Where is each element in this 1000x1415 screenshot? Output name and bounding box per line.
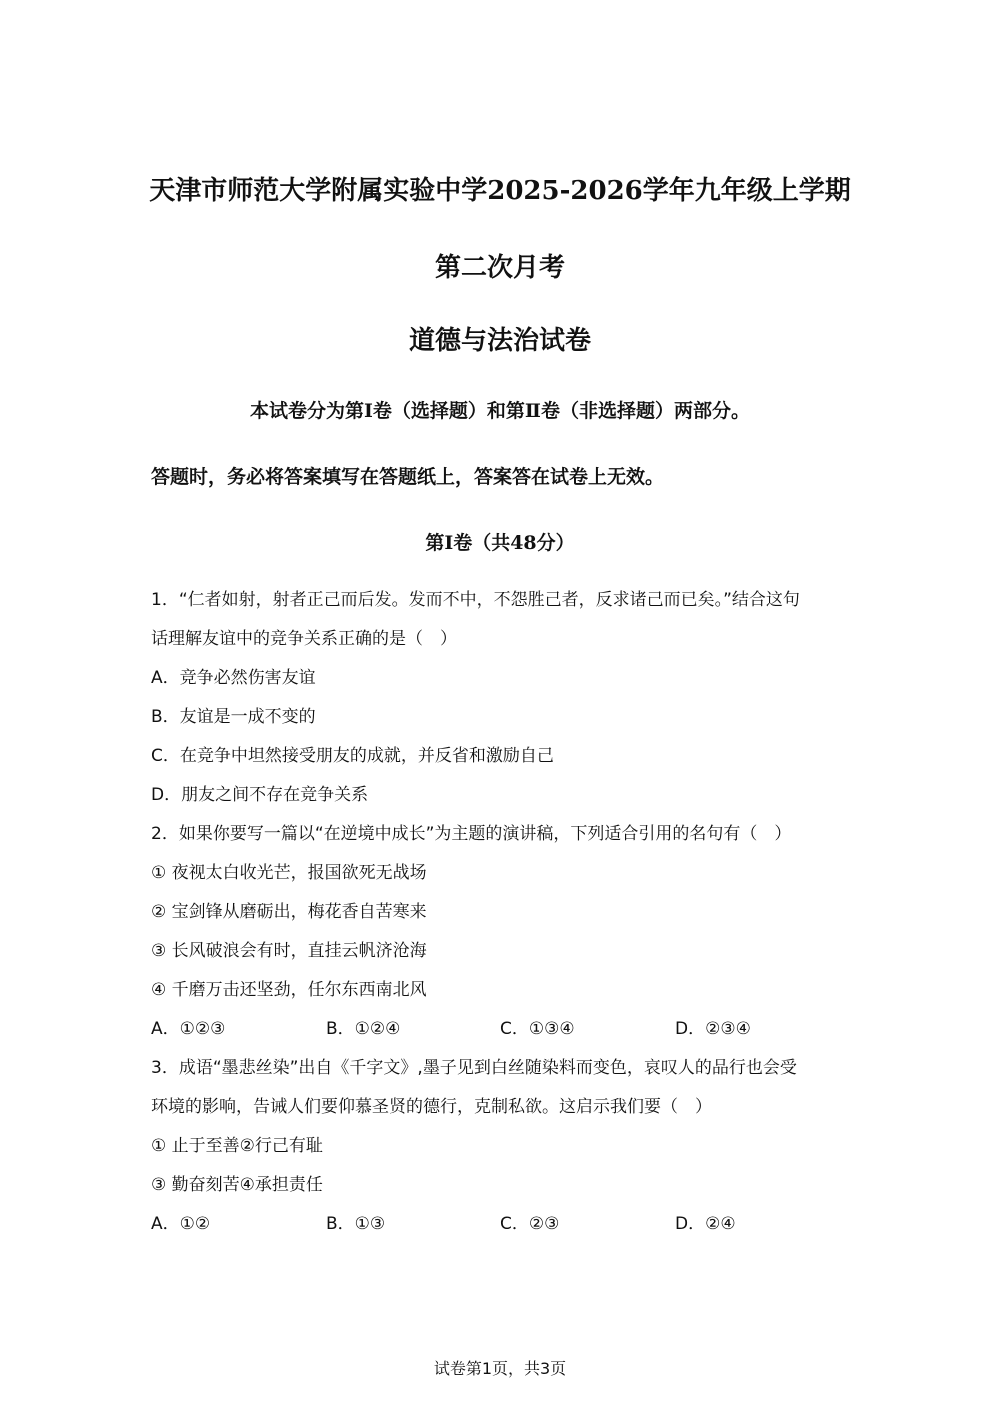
q2-item-1: ① 夜视太白收光芒，报国欲死无战场 — [151, 863, 427, 883]
q2-option-a: A．①②③ — [151, 1019, 226, 1039]
q3-items-1-2: ① 止于至善②行己有耻 — [151, 1136, 323, 1156]
q2-option-b: B．①②④ — [326, 1019, 401, 1039]
section-heading: 第Ⅰ卷（共48分） — [425, 532, 575, 554]
q1-option-c: C．在竞争中坦然接受朋友的成就，并反省和激励自己 — [151, 746, 554, 766]
q3-option-d: D．②④ — [675, 1214, 736, 1234]
q2-item-4: ④ 千磨万击还坚劲，任尔东西南北风 — [151, 980, 427, 1000]
q3-stem-line1: 3．成语“墨悲丝染”出自《千字文》,墨子见到白丝随染料而变色，哀叹人的品行也会受 — [151, 1058, 797, 1078]
exam-title-line2: 第二次月考 — [434, 253, 565, 283]
q2-stem: 2．如果你要写一篇以“在逆境中成长”为主题的演讲稿，下列适合引用的名句有（ ） — [151, 824, 792, 844]
exam-intro: 本试卷分为第Ⅰ卷（选择题）和第Ⅱ卷（非选择题）两部分。 — [250, 400, 750, 422]
page-footer: 试卷第1页，共3页 — [433, 1359, 567, 1378]
q2-item-3: ③ 长风破浪会有时，直挂云帆济沧海 — [151, 941, 427, 961]
q2-option-d: D．②③④ — [675, 1019, 751, 1039]
q2-item-2: ② 宝剑锋从磨砺出，梅花香自苦寒来 — [151, 902, 427, 922]
q3-option-b: B．①③ — [326, 1214, 386, 1234]
q1-option-b: B．友谊是一成不变的 — [151, 707, 316, 727]
q2-option-c: C．①③④ — [500, 1019, 575, 1039]
exam-subject-title: 道德与法治试卷 — [408, 326, 591, 356]
q1-stem-line2: 话理解友谊中的竞争关系正确的是（ ） — [151, 629, 457, 649]
q3-option-c: C．②③ — [500, 1214, 560, 1234]
q3-stem-line2: 环境的影响，告诫人们要仰慕圣贤的德行，克制私欲。这启示我们要（ ） — [151, 1097, 712, 1117]
q1-option-d: D．朋友之间不存在竞争关系 — [151, 785, 369, 805]
q3-items-3-4: ③ 勤奋刻苦④承担责任 — [151, 1175, 323, 1195]
q3-option-a: A．①② — [151, 1214, 211, 1234]
q1-option-a: A．竞争必然伤害友谊 — [151, 668, 316, 688]
exam-title-line1: 天津市师范大学附属实验中学2025-2026学年九年级上学期 — [149, 176, 851, 206]
q1-stem-line1: 1．“仁者如射，射者正己而后发。发而不中，不怨胜己者，反求诸己而已矣。”结合这句 — [151, 590, 800, 610]
exam-notice: 答题时，务必将答案填写在答题纸上，答案答在试卷上无效。 — [151, 466, 665, 488]
